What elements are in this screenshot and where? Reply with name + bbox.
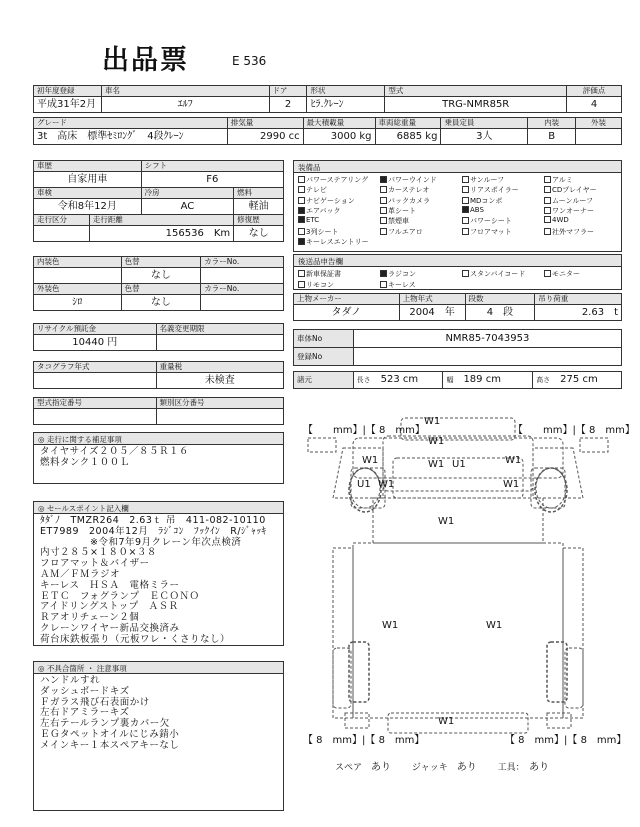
shift: F6 <box>141 172 283 188</box>
equip-item <box>380 175 437 185</box>
equip-item-label: パワーシート <box>470 217 512 226</box>
driving-notes-box: ◎ 走行に関する補足事項 タイヤサイズ２０５／８５Ｒ１６ 燃料タンク１００Ｌ <box>33 432 284 484</box>
label-drive-class: 走行区分 <box>34 215 90 226</box>
checkbox-icon <box>462 176 469 183</box>
label-fuel: 燃料 <box>234 188 284 199</box>
equip-item-label: ナビゲーション <box>306 196 355 205</box>
height-unit: cm <box>582 374 598 385</box>
mark-w1-roof: W1 <box>428 459 445 470</box>
tire-fr <box>513 421 635 436</box>
checkbox-icon <box>462 206 469 213</box>
checkbox-icon <box>380 176 387 183</box>
equip-item-label: モニター <box>552 270 580 278</box>
spec-table <box>33 117 622 145</box>
equip-item-label: 3列シート <box>306 227 339 236</box>
driving-notes-text <box>34 445 283 471</box>
sales-points-box: ◎ セールスポイント記入欄 ﾀﾀﾞﾉ TMZR264 2.63ｔ 吊 411-082-10110 ET7989 2004年12月 ﾗｼﾞｺﾝ ﾌｯｸｲﾝ R/ｼﾞｬｯｷ ※令和7年9月クレーン年次点検済 内寸２８５×１８０×３８ フロアマット＆バイザー ＡＭ／ＦＭラジオ キーレス ＨＳＡ 電格ミラー ＥＴＣ フォグランプ ＥＣＯＮＯ アイドリングストップ ＡＳＲ Ｒアオリチェーン２個 クレーンワイヤー新品交換済み 荷台床鉄板張り（元板ワレ・くさりなし） <box>33 501 284 646</box>
equip-item-label: アルミ <box>552 176 573 184</box>
note-line: ※令和7年9月クレーン年次点検済 <box>40 536 242 548</box>
note-line: Ｒアオリチェーン２個 <box>40 612 140 624</box>
label-class-no: 類別区分番号 <box>156 398 283 409</box>
checkbox-icon <box>380 281 387 288</box>
equip-item-label: スタンバイコード <box>470 270 526 278</box>
mark-w1-left-door: W1 <box>362 455 379 466</box>
mark-u1-left: U1 <box>357 479 371 490</box>
equip-item <box>544 206 594 216</box>
steps: 4 <box>486 306 494 318</box>
tire-fl-text: 【 mm】|【 8 mm】 <box>303 425 425 436</box>
equip-item <box>298 227 338 237</box>
equip-item <box>298 196 355 206</box>
mark-w1-glass: W1 <box>428 436 445 447</box>
mark-w1-right-door: W1 <box>505 455 522 466</box>
checkbox-icon <box>462 186 469 193</box>
label-name-change: 名義変更期限 <box>156 324 283 335</box>
equip-item-label: ワンオーナー <box>552 206 594 215</box>
body-table <box>293 329 622 366</box>
equip-item <box>380 227 423 237</box>
label-capacity: 乗員定員 <box>441 118 528 129</box>
spare: あり <box>371 762 392 773</box>
equip-item-label: パワーステアリング <box>306 176 369 184</box>
upper-year: 2004 <box>409 306 435 318</box>
ac: AC <box>141 199 234 215</box>
checkbox-icon <box>298 207 305 214</box>
label-exterior-change: 色替 <box>121 284 201 295</box>
mark-w1-left: W1 <box>378 479 395 490</box>
equip-item-label: CDプレイヤー <box>552 186 597 195</box>
mark-w1-rear: W1 <box>438 716 455 727</box>
note-line: キーレス ＨＳＡ 電格ミラー <box>40 579 180 591</box>
label-jack: ジャッキ <box>411 763 448 773</box>
equip-item <box>298 269 341 279</box>
mileage-unit: Km <box>213 227 231 239</box>
label-lift-load: 吊り荷重 <box>535 294 622 305</box>
equip-item <box>462 206 484 214</box>
tire-rl <box>303 731 424 746</box>
checkbox-icon <box>298 197 305 204</box>
lift-load-unit: t <box>614 306 618 318</box>
max-load: 3000 <box>330 130 357 142</box>
fuel: 軽油 <box>234 199 284 215</box>
label-history: 車歴 <box>34 161 142 172</box>
tire-rl-text: 【 8 mm】|【 8 mm】 <box>303 735 425 746</box>
defects-header: 不具合箇所 ・ 注意事項 <box>46 664 127 673</box>
equip-item <box>298 280 334 290</box>
defects-text <box>34 674 283 754</box>
label-shift: シフト <box>141 161 283 172</box>
equip-item-label: バックカメラ <box>388 196 430 205</box>
equip-item-label: サンルーフ <box>470 176 505 184</box>
label-interior-color: 内装色 <box>34 257 122 268</box>
label-gvw: 車両総重量 <box>375 118 441 129</box>
equip-item <box>544 175 573 185</box>
label-length: 長さ <box>356 376 371 384</box>
equip-item <box>462 196 502 206</box>
sales-points-header: セールスポイント記入欄 <box>46 504 129 513</box>
label-width: 幅 <box>446 376 454 384</box>
equip-item <box>380 269 416 279</box>
label-exterior-color-no: カラーNo. <box>201 284 284 295</box>
accessories-box <box>293 254 622 290</box>
tire-fr-text: 【 mm】|【 8 mm】 <box>513 425 635 436</box>
lift-load: 2.63 <box>581 306 605 318</box>
tire-rr <box>505 731 626 746</box>
mileage: 156536 <box>165 227 204 239</box>
note-line: 左右テールランプ裏カバー欠 <box>40 718 170 730</box>
width-unit: cm <box>485 374 501 385</box>
equip-item-label: 社外マフラー <box>552 227 594 236</box>
equip-item-label: エアバック <box>306 206 341 215</box>
jack: あり <box>456 762 477 773</box>
mark-u1-roof: U1 <box>452 459 466 470</box>
label-displacement: 排気量 <box>227 118 303 129</box>
color-table <box>33 256 284 311</box>
label-exterior-color: 外装色 <box>34 284 122 295</box>
exterior-color: ｼﾛ <box>34 295 122 311</box>
checkbox-icon <box>298 216 305 223</box>
checkbox-icon <box>298 186 305 193</box>
equip-item-label: リアスポイラー <box>470 186 519 195</box>
note-line: フロアマット＆バイザー <box>40 558 150 570</box>
exterior-score <box>576 129 622 145</box>
equip-item <box>462 216 512 226</box>
label-interior-color-no: カラーNo. <box>201 257 284 268</box>
equip-item-label: リモコン <box>306 280 334 289</box>
label-height: 高さ <box>536 376 551 384</box>
upper-maker: タダノ <box>294 305 400 321</box>
equip-item <box>298 216 319 224</box>
note-line: ﾀﾀﾞﾉ TMZR264 2.63ｔ 吊 411-082-10110 <box>40 515 266 526</box>
checkbox-icon <box>298 270 305 277</box>
label-mileage: 走行距離 <box>89 215 233 226</box>
equip-item-label: 4WD <box>552 216 569 225</box>
equip-item-label: テレビ <box>306 186 327 195</box>
note-line: アイドリングストップ ＡＳＲ <box>40 601 179 613</box>
checkbox-icon <box>380 270 387 277</box>
equip-item <box>380 280 416 290</box>
weight-tax: 未検査 <box>156 373 283 389</box>
equip-item <box>298 206 340 216</box>
chassis-no: NMR85-7043953 <box>353 330 621 348</box>
accessories-header: 後送品申告欄 <box>294 255 621 267</box>
length-unit: cm <box>402 374 419 385</box>
checkbox-icon <box>544 186 551 193</box>
sales-points-text <box>34 514 283 648</box>
checkbox-icon <box>298 281 305 288</box>
equip-item-label: ムーンルーフ <box>552 196 593 205</box>
note-line: タイヤサイズ２０５／８５Ｒ１６ <box>40 446 190 457</box>
equip-item-label: 新車保証書 <box>306 270 341 278</box>
label-repair: 修復歴 <box>234 215 284 226</box>
label-tools: 工具： <box>497 763 521 773</box>
equip-item <box>544 196 593 206</box>
vehicle-header-table <box>33 85 622 113</box>
equip-item <box>380 206 416 216</box>
equip-item-label: ラジコン <box>388 270 416 278</box>
note-line: 左右ドアミラーキズ <box>40 707 130 719</box>
equip-item-label: 禁煙車 <box>388 217 409 226</box>
note-line: ダッシュボードキズ <box>40 685 130 697</box>
label-type-no: 型式指定番号 <box>34 398 157 409</box>
mark-w1-left-gate: W1 <box>382 620 399 631</box>
label-spare: スペア <box>335 763 363 773</box>
equip-item <box>544 227 594 237</box>
equip-item <box>380 185 429 195</box>
exterior-color-change: なし <box>121 295 201 311</box>
equip-item <box>544 185 597 195</box>
label-score: 評価点 <box>567 86 622 97</box>
note-line: ET7989 2004年12月 ﾗｼﾞｺﾝ ﾌｯｸｲﾝ R/ｼﾞｬｯｷ <box>40 525 267 537</box>
equip-item-label: ABS <box>470 205 484 214</box>
interior-score: B <box>528 129 576 145</box>
model: TRG-NMR85R <box>385 97 567 113</box>
dims-table <box>293 371 622 389</box>
checkbox-icon <box>298 176 305 183</box>
equipment-box <box>293 160 622 252</box>
interior-color-change: なし <box>121 268 201 284</box>
equip-item-label: カーステレオ <box>388 186 430 195</box>
label-car-name: 車名 <box>101 86 269 97</box>
inspection: 令和8年12月 <box>34 199 142 215</box>
label-upper-maker: 上物メーカー <box>294 294 400 305</box>
label-first-registration: 初年度登録 <box>34 86 102 97</box>
equip-item <box>380 216 409 226</box>
checkbox-icon <box>380 228 387 235</box>
checkbox-icon <box>544 216 551 223</box>
tire-fl <box>303 421 425 436</box>
equip-item <box>462 185 519 195</box>
mark-w1-right-gate: W1 <box>486 620 503 631</box>
typeno-table <box>33 397 284 425</box>
checkbox-icon <box>462 270 469 277</box>
note-line: 燃料タンク１００Ｌ <box>40 456 130 468</box>
spare-row <box>335 758 549 773</box>
note-line: 荷台床鉄板張り（元板ワレ・くさりなし） <box>40 633 231 645</box>
tools: あり <box>529 762 550 773</box>
score: 4 <box>567 97 622 113</box>
equip-item-label: フロアマット <box>470 227 512 236</box>
steps-unit: 段 <box>503 306 514 318</box>
recycle-fee: 10440 円 <box>34 335 157 351</box>
checkbox-icon <box>380 217 387 224</box>
checkbox-icon <box>462 217 469 224</box>
equip-item <box>298 175 368 185</box>
label-exterior: 外装 <box>576 118 622 129</box>
history-table <box>33 160 284 242</box>
equip-item-label: 革シート <box>388 206 416 215</box>
driving-notes-header: 走行に関する補足事項 <box>46 435 122 444</box>
equip-item <box>380 196 430 206</box>
displacement: 2990 <box>260 130 286 142</box>
label-dimensions: 諸元 <box>294 372 354 389</box>
checkbox-icon <box>298 238 305 245</box>
note-line: メインキー１本スペアキーなし <box>40 739 180 751</box>
label-interior: 内装 <box>528 118 576 129</box>
note-line: ＥＴＣ フォグランプ ＥＣＯＮＯ <box>40 590 200 602</box>
page-title: 出品票 <box>102 45 189 76</box>
gvw-unit: kg <box>425 130 438 142</box>
defects-box: ◎ 不具合箇所 ・ 注意事項 ハンドルすれ ダッシュボードキズ Ｆガラス飛び石表面かけ 左右ドアミラーキズ 左右テールランプ裏カバー欠 ＥＧタペットオイルにじみ錆小 メインキー１本スペアキーなし <box>33 661 284 811</box>
shape: ﾋﾗ.ｸﾚｰﾝ <box>307 97 385 113</box>
label-max-load: 最大積載量 <box>303 118 375 129</box>
checkbox-icon <box>462 228 469 235</box>
label-registration: 登録No <box>294 348 354 366</box>
note-line: Ｆガラス飛び石表面かけ <box>40 696 150 708</box>
height: 275 <box>560 374 580 385</box>
equip-item-label: キーレスエントリー <box>306 237 369 246</box>
tacho-table <box>33 361 284 389</box>
label-shape: 形状 <box>307 86 385 97</box>
displacement-unit: cc <box>288 130 300 142</box>
recycle-table <box>33 323 284 351</box>
label-grade: グレード <box>34 118 228 129</box>
max-load-unit: kg <box>359 130 372 142</box>
first-registration: 平成31年2月 <box>34 97 102 113</box>
width: 189 <box>463 374 483 385</box>
note-line: クレーンワイヤー新品交換済み <box>40 622 180 634</box>
checkbox-icon <box>298 228 305 235</box>
equip-item-label: パワーウインド <box>388 176 437 184</box>
upper-table <box>293 293 622 321</box>
checkbox-icon <box>544 176 551 183</box>
equip-item <box>462 227 512 237</box>
gvw: 6885 <box>396 130 423 142</box>
checkbox-icon <box>544 197 551 204</box>
mark-w1-right: W1 <box>503 479 520 490</box>
label-upper-year: 上物年式 <box>399 294 465 305</box>
car-name: ｴﾙﾌ <box>101 97 269 113</box>
checkbox-icon <box>380 197 387 204</box>
note-line: ハンドルすれ <box>40 675 101 686</box>
equip-item <box>544 216 569 224</box>
label-tacho: タコグラフ年式 <box>34 362 157 373</box>
tire-rr-text: 【 8 mm】|【 8 mm】 <box>505 735 627 746</box>
upper-year-unit: 年 <box>444 306 455 318</box>
equip-item-label: フルエアロ <box>388 227 423 236</box>
note-line: ＡＭ／ＦＭラジオ <box>40 568 121 580</box>
label-steps: 段数 <box>465 294 535 305</box>
equip-item <box>462 175 504 185</box>
checkbox-icon <box>380 186 387 193</box>
equipment-header: 装備品 <box>294 161 621 173</box>
mark-w1-bed: W1 <box>438 516 455 527</box>
mark-w1-hood: W1 <box>424 416 441 427</box>
equip-item-label: キーレス <box>388 280 416 289</box>
repair: なし <box>234 226 284 242</box>
checkbox-icon <box>544 228 551 235</box>
label-interior-change: 色替 <box>121 257 201 268</box>
grade: 3t 高床 標準ｾﾐﾛﾝｸﾞ 4段ｸﾚｰﾝ <box>34 129 228 145</box>
equip-item <box>462 269 525 279</box>
lot-number: E 536 <box>232 54 267 68</box>
label-weight-tax: 重量税 <box>156 362 283 373</box>
history: 自家用車 <box>34 172 142 188</box>
label-ac: 冷房 <box>141 188 234 199</box>
equip-item <box>544 269 580 279</box>
note-line: 内寸２８５×１８０×３８ <box>40 547 157 559</box>
label-inspection: 車検 <box>34 188 142 199</box>
doors: 2 <box>269 97 307 113</box>
checkbox-icon <box>462 197 469 204</box>
checkbox-icon <box>544 270 551 277</box>
label-chassis: 車体No <box>294 330 354 348</box>
checkbox-icon <box>380 207 387 214</box>
equip-item-label: MDコンポ <box>470 196 503 205</box>
length: 523 <box>380 374 400 385</box>
label-recycle: リサイクル預託金 <box>34 324 157 335</box>
equip-item <box>298 237 369 247</box>
equip-item <box>298 185 327 195</box>
equip-item-label: ETC <box>306 216 320 225</box>
note-line: ＥＧタペットオイルにじみ錆小 <box>40 728 180 740</box>
checkbox-icon <box>544 207 551 214</box>
capacity: 3人 <box>441 129 528 145</box>
label-model: 型式 <box>385 86 567 97</box>
label-doors: ドア <box>269 86 307 97</box>
